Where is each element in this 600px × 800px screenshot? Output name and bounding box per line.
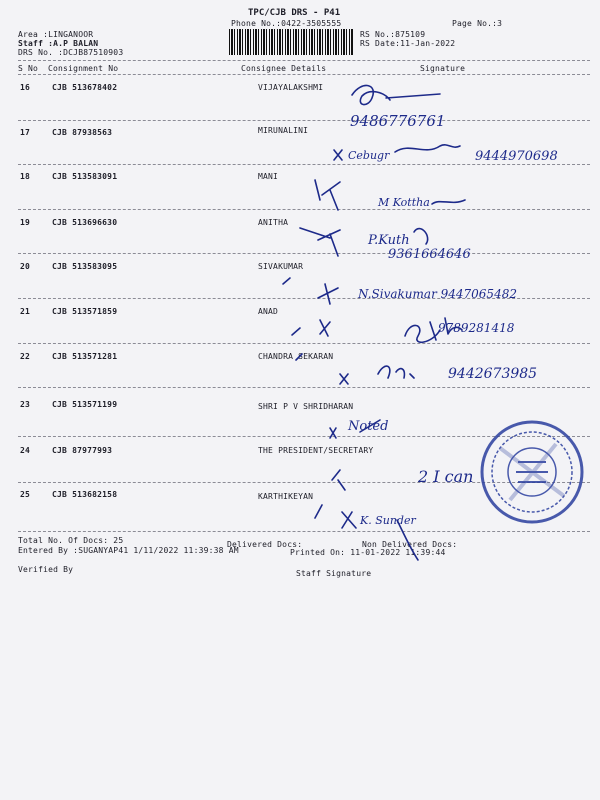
drs-number: DRS No. :DCJB87510903 (18, 48, 124, 57)
cross-mark (300, 228, 340, 256)
cross-mark (296, 354, 348, 384)
page-number: Page No.:3 (452, 19, 503, 28)
cross-mark (315, 180, 340, 210)
staff-signature-label: Staff Signature (296, 569, 372, 578)
row-sno: 19 (20, 218, 31, 227)
row-consignment: CJB 513583095 (52, 262, 118, 271)
row-sno: 21 (20, 307, 31, 316)
row-consignment: CJB 513678402 (52, 83, 118, 92)
seal-stamp (482, 422, 582, 522)
row-sno: 16 (20, 83, 31, 92)
document-title: TPC/CJB DRS - P41 (248, 8, 341, 18)
row-sno: 17 (20, 128, 31, 137)
handwritten-name: M Kottha (378, 196, 430, 209)
signature-scribble (352, 85, 440, 104)
handwritten-name: Cebugr (348, 149, 390, 162)
row-sno: 20 (20, 262, 31, 271)
printed-on: Printed On: 11-01-2022 11:39:44 (290, 548, 446, 557)
row-consignee: SIVAKUMAR (258, 262, 304, 271)
row-consignee: KARTHIKEYAN (258, 492, 314, 501)
row-consignee: ANAD (258, 307, 279, 316)
row-consignment: CJB 513696630 (52, 218, 118, 227)
signature-scribble (432, 200, 465, 204)
total-docs: Total No. Of Docs: 25 (18, 536, 124, 545)
area-label: Area :LINGANOOR (18, 30, 94, 39)
verified-by: Verified By (18, 565, 74, 574)
row-consignee: THE PRESIDENT/SECRETARY (258, 446, 374, 455)
row-consignee: SHRI P V SHRIDHARAN (258, 402, 354, 411)
rs-number: RS No.:875109 (360, 30, 426, 39)
cross-mark (332, 470, 345, 490)
row-consignment: CJB 513682158 (52, 490, 118, 499)
cross-mark (315, 505, 356, 528)
handwritten-name: 2 I can (418, 467, 474, 486)
row-consignment: CJB 513571199 (52, 400, 118, 409)
row-consignee: ANITHA (258, 218, 289, 227)
col-signature: Signature (420, 64, 466, 73)
entered-by: Entered By :SUGANYAP41 1/11/2022 11:39:38 AM (18, 546, 239, 555)
col-sno: S No (18, 64, 39, 73)
rs-date: RS Date:11-Jan-2022 (360, 39, 456, 48)
row-sno: 25 (20, 490, 31, 499)
row-consignee: MANI (258, 172, 279, 181)
row-consignment: CJB 513583091 (52, 172, 118, 181)
handwritten-name: N.Sivakumar 9447065482 (358, 287, 517, 301)
row-consignee: VIJAYALAKSHMI (258, 83, 324, 92)
row-consignment: CJB 513571859 (52, 307, 118, 316)
row-sno: 23 (20, 400, 31, 409)
delivered-docs: Delivered Docs: (227, 540, 303, 549)
row-sno: 24 (20, 446, 31, 455)
handwritten-phone: 9789281418 (438, 321, 515, 335)
col-consignee: Consignee Details (241, 64, 327, 73)
cross-mark (283, 278, 338, 304)
non-delivered-docs: Non Delivered Docs: (362, 540, 458, 549)
handwritten-phone: 9361664646 (388, 247, 471, 262)
row-consignment: CJB 513571281 (52, 352, 118, 361)
row-consignee: CHANDRA SEKARAN (258, 352, 334, 361)
handwritten-phone: 9444970698 (475, 149, 558, 164)
signature-scribble (378, 366, 414, 378)
handwritten-name: Noted (348, 419, 389, 434)
row-sno: 18 (20, 172, 31, 181)
handwritten-phone: 9486776761 (350, 112, 446, 130)
signature-scribble (395, 145, 460, 152)
cross-mark (334, 150, 342, 160)
signature-scribble (414, 229, 428, 244)
row-consignee: MIRUNALINI (258, 126, 309, 135)
handwritten-phone: 9442673985 (448, 366, 538, 382)
handwritten-name: P.Kuth (368, 233, 410, 248)
row-sno: 22 (20, 352, 31, 361)
col-consignment: Consignment No (48, 64, 119, 73)
handwritten-name: K. Sunder (360, 514, 416, 527)
cross-mark (292, 320, 330, 336)
row-consignment: CJB 87977993 (52, 446, 113, 455)
phone-number: Phone No.:0422-3505555 (231, 19, 342, 28)
row-consignment: CJB 87938563 (52, 128, 113, 137)
staff-label: Staff :A.P BALAN (18, 39, 99, 48)
